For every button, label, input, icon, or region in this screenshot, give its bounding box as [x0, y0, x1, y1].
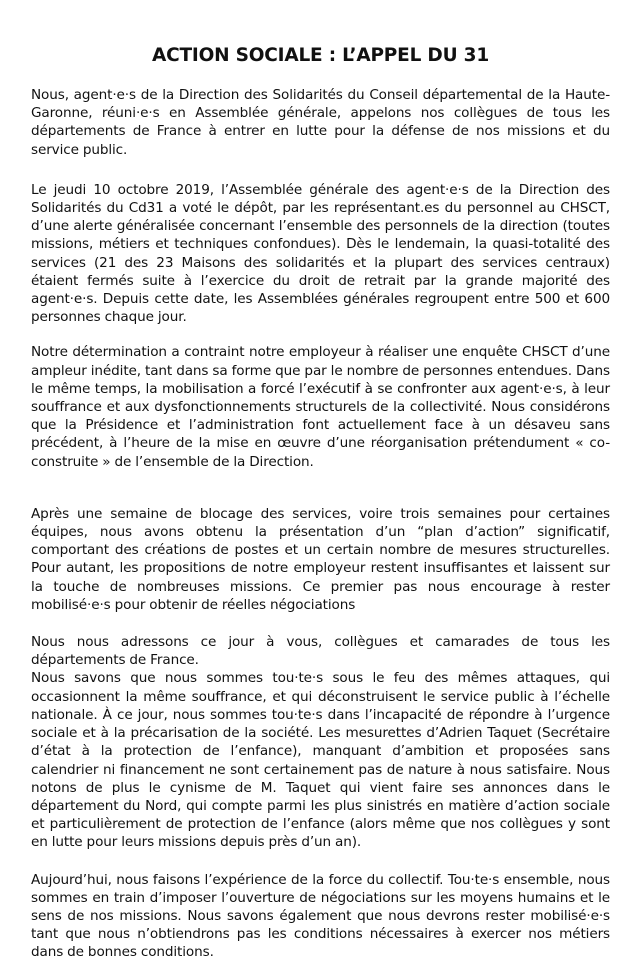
paragraph-collective: Aujourd’hui, nous faisons l’expérience de la force du collectif. Tou·te·s ensemble, nous sommes en train d’imposer l’ouverture de négociations sur les moyens humains et le sens de nos missions. Nous savons également que nous devrons rester mobilisé·e·s tant que nous n’obtiendrons pas les conditions nécessaires à exercer nos métiers dans de bonnes conditions. [31, 871, 610, 961]
paragraph-october-vote: Le jeudi 10 octobre 2019, l’Assemblée générale des agent·e·s de la Direction des Solidarités du Cd31 a voté le dépôt, par les représentant.es du personnel au CHSCT, d’une alerte généralisée concernant l’ensemble des personnels de la direction (toutes missions, métiers et techniques confondues). Dès le lendemain, la quasi-totalité des services (21 des 23 Maisons des solidarités et la plupart des services centraux) étaient fermés suite à l’exercice du droit de retrait par la grande majorité des agent·e·s. Depuis cette date, les Assemblées générales regroupent entre 500 et 600 personnes chaque jour. [31, 181, 610, 326]
paragraph-action-plan: Après une semaine de blocage des services, voire trois semaines pour certaines équipes, nous avons obtenu la présentation d’un “plan d’action” significatif, comportant des créations de postes et un certain nombre de mesures structurelles. Pour autant, les propositions de notre employeur restent insuffisantes et laissent sur la touche de nombreuses missions. Ce premier pas nous encourage à rester mobilisé·e·s pour obtenir de réelles négociations [31, 505, 610, 613]
paragraph-attacks: Nous savons que nous sommes tou·te·s sous le feu des mêmes attaques, qui occasionnent la même souffrance, et qui déconstruisent le service public à l’échelle nationale. À ce jour, nous sommes tou·te·s dans l’incapacité de répondre à l’urgence sociale et à la précarisation de la société. Les mesurettes d’Adrien Taquet (Secrétaire d’état à la protection de l’enfance), manquant d’ambition et proposées sans calendrier ni financement ne sont certainement pas de nature à nous satisfaire. Nous notons de plus le cynisme de M. Taquet qui vient faire ses annonces dans le département du Nord, qui compte parmi les plus sinistrés en matière d’action sociale et particulièrement de protection de l’enfance (alors même que nos collègues y sont en lutte pour leurs missions depuis près d’un an). [31, 670, 610, 851]
paragraph-intro: Nous, agent·e·s de la Direction des Solidarités du Conseil départemental de la Haute-Garonne, réuni·e·s en Assemblée générale, appelons nos collègues de tous les départements de France à entrer en lutte pour la défense de nos missions et du service public. [31, 87, 610, 158]
document-title: ACTION SOCIALE : L’APPEL DU 31 [151, 45, 489, 66]
paragraph-address: Nous nous adressons ce jour à vous, collègues et camarades de tous les départements de France. [31, 634, 610, 669]
paragraph-determination: Notre détermination a contraint notre employeur à réaliser une enquête CHSCT d’une ampleur inédite, tant dans sa forme que par le nombre de personnes entendues. Dans le même temps, la mobilisation a forcé l’exécutif à se confronter aux agent·e·s, à leur souffrance et aux dysfonctionnements structurels de la collectivité. Nous considérons que la Présidence et l’administration font actuellement face à un désaveu sans précédent, à l’heure de la mise en œuvre d’une réorganisation prétendument « co-construite » de l’ensemble de la Direction. [31, 344, 610, 470]
